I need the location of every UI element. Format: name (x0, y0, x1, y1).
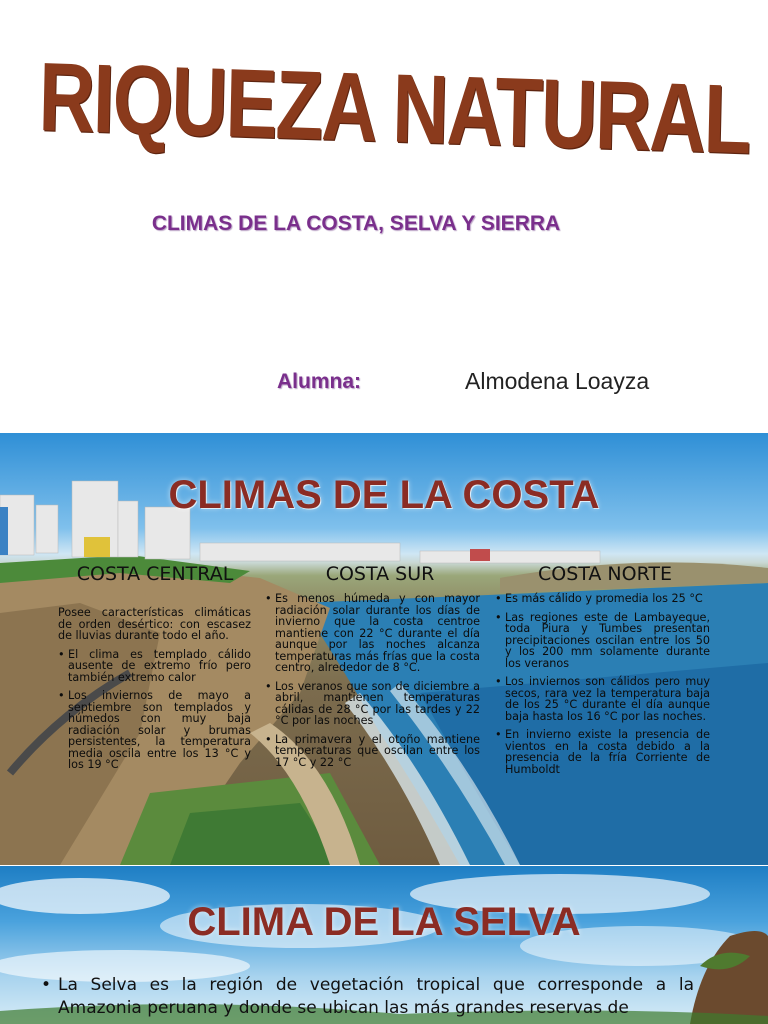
costa-sur-bullet: • La primavera y el otoño mantiene temperaturas que oscilan entre los 17 °C y 22 °C (265, 734, 480, 769)
selva-title: CLIMA DE LA SELVA (187, 900, 581, 944)
costa-norte-bullet: • En invierno existe la presencia de vientos en la costa debido a la presencia de la fría Corriente de Humboldt (495, 729, 710, 775)
costa-norte-bullet: • Es más cálido y promedia los 25 °C (495, 593, 710, 605)
costa-central-bullet: • Los inviernos de mayo a septiembre son templados y húmedos con muy baja radiación solar y brumas persistentes, la temperatura media oscila entre los 13 °C y los 19 °C (58, 690, 251, 771)
alumna-name: Almodena Loayza (465, 368, 650, 394)
costa-central-heading: COSTA CENTRAL (76, 563, 234, 585)
selva-text: La Selva es la región de vegetación tropical que corresponde a la Amazonia peruana y donde se ubican las más grandes reservas de (58, 975, 694, 1018)
costa-central-paragraph: Posee características climáticas de orden desértico: con escasez de lluvias durante todo el año. (58, 606, 251, 642)
bullet-glyph: • (41, 975, 52, 995)
costa-central-column (58, 607, 251, 778)
subtitle: CLIMAS DE LA COSTA, SELVA Y SIERRA (151, 212, 561, 235)
costa-norte-bullet: • Los inviernos son cálidos pero muy secos, rara vez la temperatura baja de los 25 °C durante el día aunque baja hasta los 16 °C por las noches. (495, 676, 710, 722)
costa-central-bullet: • El clima es templado cálido ausente de extremo frío pero también extremo calor (58, 649, 251, 684)
costa-norte-bullet: • Las regiones este de Lambayeque, toda Piura y Tumbes presentan precipitaciones oscilan entre los 50 y los 200 mm solamente durante los veranos (495, 612, 710, 670)
costa-slide (0, 433, 768, 865)
costa-sur-column (265, 593, 480, 775)
costa-norte-column (495, 593, 710, 782)
title-slide (0, 0, 768, 432)
alumna-label: Alumna: (277, 370, 361, 393)
costa-sur-bullet: • Los veranos que son de diciembre a abril, mantienen temperaturas cálidas de 28 °C por las tardes y 22 °C por las noches (265, 681, 480, 727)
costa-sur-heading: COSTA SUR (325, 563, 435, 585)
costa-sur-bullet: • Es menos húmeda y con mayor radiación solar durante los días de invierno que la costa centroe mantiene con 22 °C durante el día aunque por las noches alcanza temperaturas más frías que la costa centro, alrededor de 8 °C. (265, 593, 480, 674)
costa-title: CLIMAS DE LA COSTA (168, 473, 600, 517)
costa-norte-heading: COSTA NORTE (537, 563, 673, 585)
selva-paragraph (41, 974, 694, 1020)
main-title: RIQUEZA NATURAL (37, 41, 751, 175)
selva-slide (0, 866, 768, 1024)
